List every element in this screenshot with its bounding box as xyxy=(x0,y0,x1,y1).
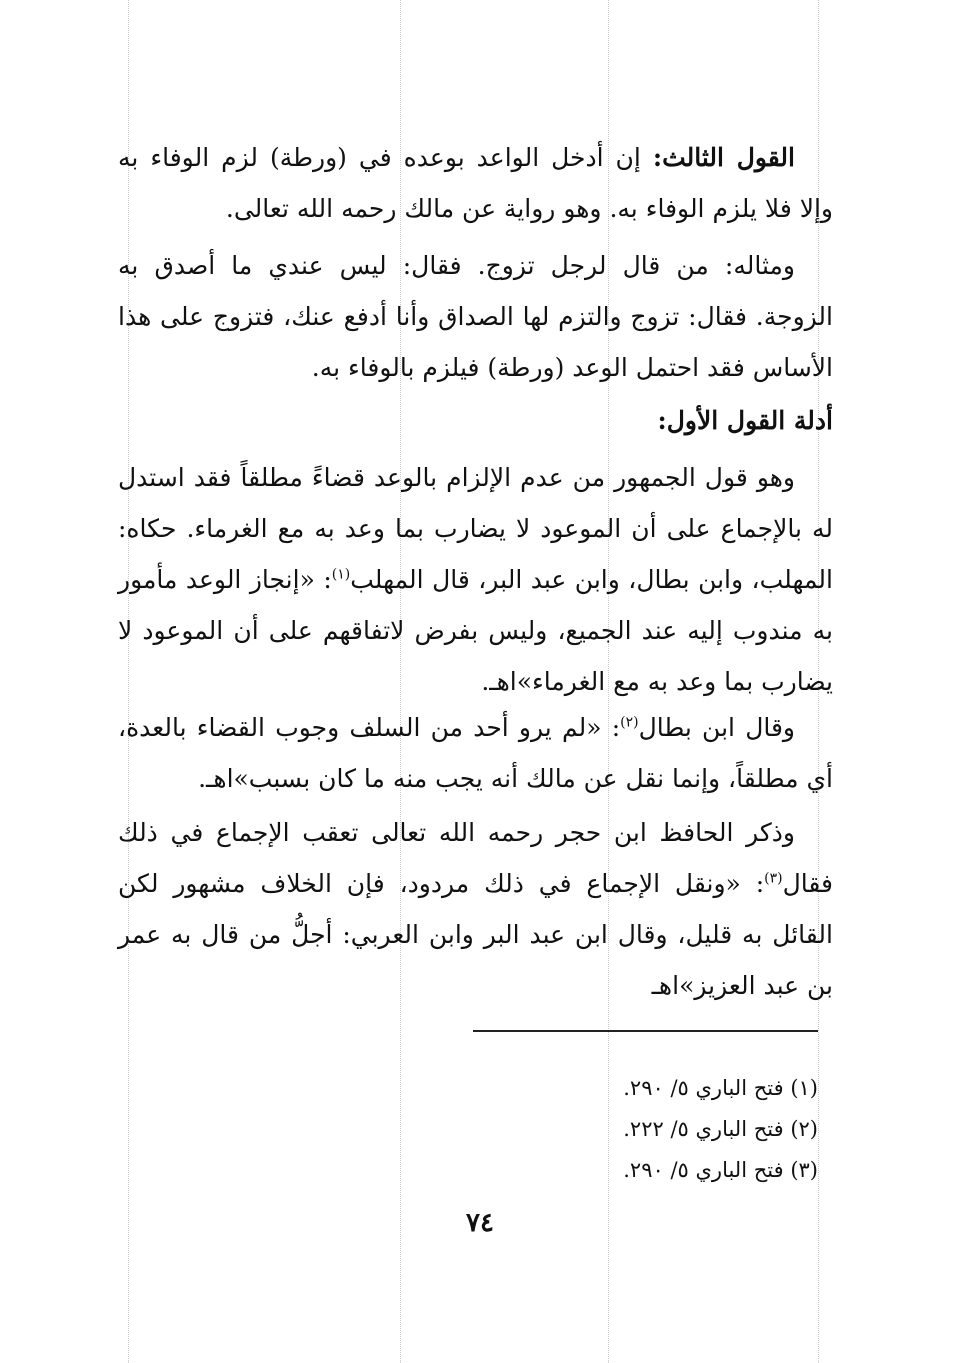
footnote-3: (٣) فتح الباري ٥/ ٢٩٠. xyxy=(623,1158,818,1182)
footnote-2: (٢) فتح الباري ٥/ ٢٢٢. xyxy=(623,1117,818,1141)
paragraph-text xyxy=(118,132,833,234)
paragraph-text xyxy=(118,702,833,804)
paragraph-heading: القول الثالث: xyxy=(652,143,795,172)
paragraph-text xyxy=(118,807,833,1011)
paragraph-ibn-battal xyxy=(118,702,833,804)
paragraph-quote: : «إنجاز الوعد مأمور به مندوب إليه عند الجميع، وليس بفرض لاتفاقهم على أن الموعود لا يضارب بما وعد به مع الغرماء»اهـ. xyxy=(118,565,833,696)
footnotes-list xyxy=(473,1068,818,1191)
footnote-ref-2[interactable]: (٢) xyxy=(620,714,639,731)
section-heading-block xyxy=(118,395,833,446)
paragraph-text: ومثاله: من قال لرجل تزوج. فقال: ليس عندي ما أصدق به الزوجة. فقال: تزوج والتزم لها الصداق وأنا أدفع عنك، فتزوج على هذا الأساس فقد احتمل الوعد (ورطة) فيلزم بالوفاء به. xyxy=(118,251,833,382)
footnote-divider xyxy=(473,1030,818,1032)
footnote-ref-1[interactable]: (١) xyxy=(331,566,351,583)
page-number: ٧٤ xyxy=(466,1208,494,1238)
paragraph-majority-opinion xyxy=(118,452,833,707)
paragraph-body: وقال ابن بطال xyxy=(638,713,795,742)
paragraph-text xyxy=(118,452,833,707)
footnote-ref-3[interactable]: (٣) xyxy=(764,870,783,887)
paragraph-body: وذكر الحافظ ابن حجر رحمه الله تعالى تعقب الإجماع في ذلك فقال xyxy=(118,818,833,898)
paragraph-ibn-hajar xyxy=(118,807,833,1011)
paragraph-third-opinion xyxy=(118,132,833,234)
footnote-1: (١) فتح الباري ٥/ ٢٩٠. xyxy=(623,1076,818,1100)
paragraph-example xyxy=(118,240,833,393)
paragraph-quote: : «لم يرو أحد من السلف وجوب القضاء بالعدة، أي مطلقاً، وإنما نقل عن مالك أنه يجب منه ما كان بسبب»اهـ. xyxy=(118,713,833,793)
paragraph-body: وهو قول الجمهور من عدم الإلزام بالوعد قضاءً مطلقاً فقد استدل له بالإجماع على أن الموعود لا يضارب بما وعد به مع الغرماء. حكاه: المهلب، وابن بطال، وابن عبد البر، قال المهلب xyxy=(118,463,833,594)
paragraph-body: إن أدخل الواعد بوعده في (ورطة) لزم الوفاء به وإلا فلا يلزم الوفاء به. وهو رواية عن مالك رحمه الله تعالى. xyxy=(118,143,833,223)
paragraph-quote: : «ونقل الإجماع في ذلك مردود، فإن الخلاف مشهور لكن القائل به قليل، وقال ابن عبد البر وابن العربي: أجلُّ من قال به عمر بن عبد العزيز»اهـ xyxy=(118,869,833,1000)
section-heading: أدلة القول الأول: xyxy=(657,406,833,435)
